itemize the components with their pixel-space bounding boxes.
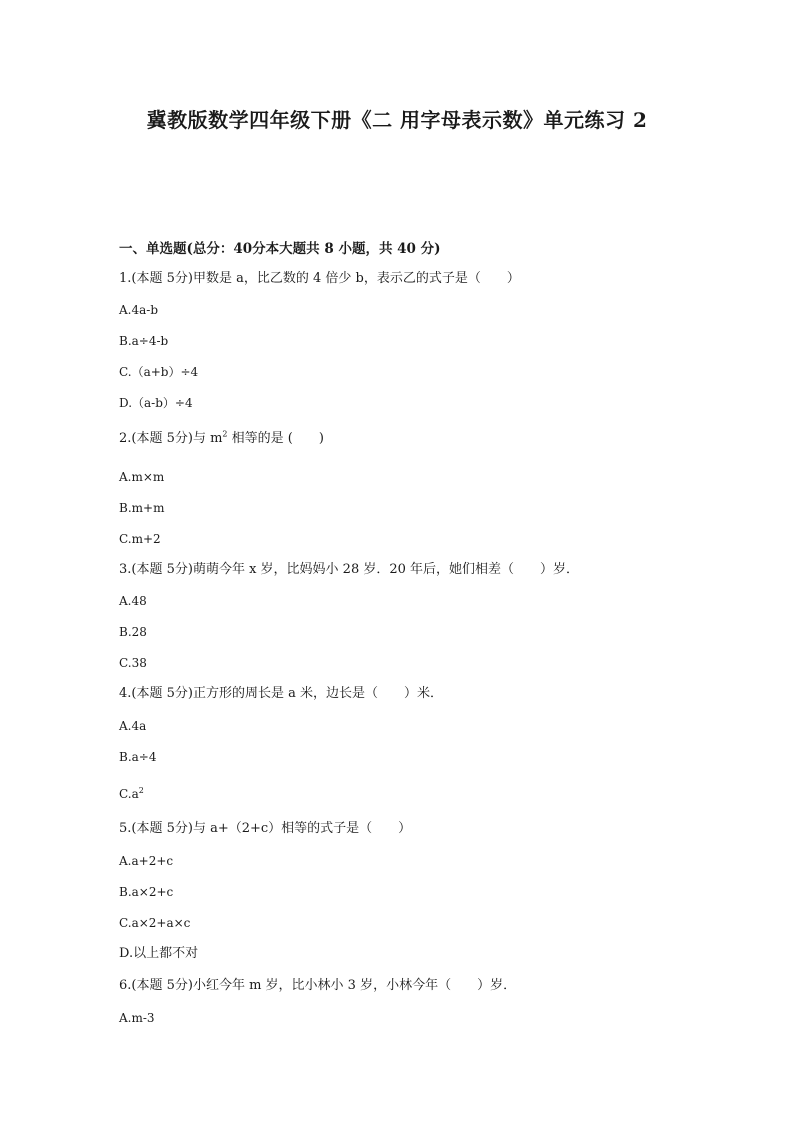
question-4-option-a: A.4a (119, 719, 147, 733)
question-1-option-c: C.（a+b）÷4 (119, 365, 199, 379)
question-3-option-b: B.28 (119, 625, 147, 639)
question-4-stem: 4.(本题 5分)正方形的周长是 a 米，边长是（ ）米． (119, 686, 443, 701)
question-5-option-b: B.a×2+c (119, 885, 174, 899)
question-2-stem (119, 430, 324, 448)
question-2-stem-pre: 2.(本题 5分)与 m (119, 431, 223, 446)
section-heading: 一、单选题(总分：40分本大题共 8 小题，共 40 分) (119, 241, 441, 257)
question-5-option-a: A.a+2+c (119, 854, 174, 868)
question-5-option-d: D.以上都不对 (119, 946, 199, 961)
question-6-stem: 6.(本题 5分)小红今年 m 岁，比小林小 3 岁，小林今年（ ）岁． (119, 978, 517, 993)
document-title: 冀教版数学四年级下册《二 用字母表示数》单元练习 2 (146, 108, 648, 132)
question-5-option-c: C.a×2+a×c (119, 916, 191, 930)
question-6-option-a: A.m-3 (119, 1011, 155, 1025)
question-2-option-b: B.m+m (119, 501, 165, 515)
question-4-option-c-base: C.a (119, 787, 139, 801)
question-2-stem-superscript: 2 (222, 429, 228, 439)
question-1-option-b: B.a÷4-b (119, 334, 169, 348)
question-1-option-d: D.（a-b）÷4 (119, 396, 193, 410)
question-3-option-c: C.38 (119, 656, 147, 670)
question-2-option-c: C.m+2 (119, 532, 161, 546)
question-4-option-b: B.a÷4 (119, 750, 157, 764)
question-4-option-c-superscript: 2 (138, 786, 144, 795)
question-3-stem: 3.(本题 5分)萌萌今年 x 岁，比妈妈小 28 岁．20 年后，她们相差（ ）岁． (119, 562, 580, 577)
question-2-stem-post: 相等的是 ( ) (227, 431, 324, 446)
question-3-option-a: A.48 (119, 594, 147, 608)
question-2-option-a: A.m×m (119, 470, 165, 484)
question-4-option-c (119, 785, 144, 803)
question-1-stem: 1.(本题 5分)甲数是 a，比乙数的 4 倍少 b，表示乙的式子是（ ） (119, 271, 520, 286)
question-5-stem: 5.(本题 5分)与 a+（2+c）相等的式子是（ ） (119, 821, 412, 836)
question-1-option-a: A.4a-b (119, 303, 159, 317)
